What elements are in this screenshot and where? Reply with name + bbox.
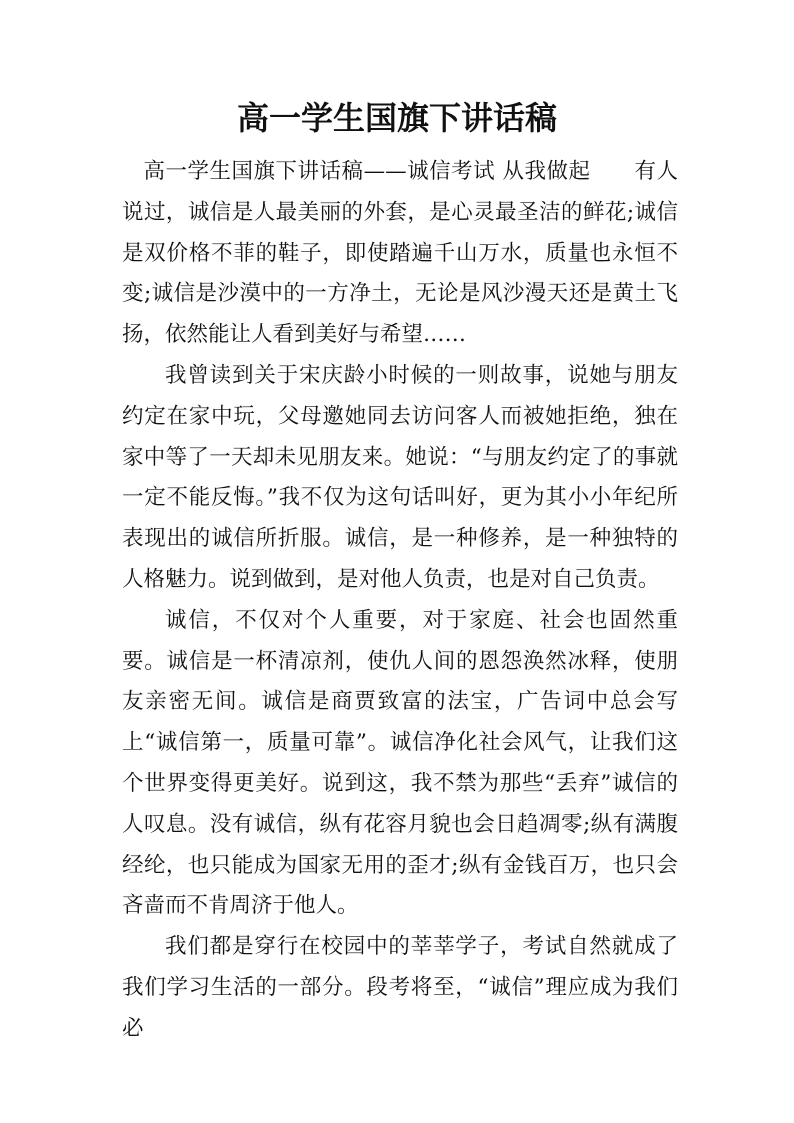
paragraph-4: 我们都是穿行在校园中的莘莘学子，考试自然就成了我们学习生活的一部分。段考将至，“诚信”理应成为我们必 xyxy=(122,934,678,1041)
document-body xyxy=(122,152,678,1050)
paragraph-1: 高一学生国旗下讲话稿——诚信考试 从我做起 有人说过，诚信是人最美丽的外套，是心灵最圣洁的鲜花;诚信是双价格不菲的鞋子，即使踏遍千山万水，质量也永恒不变;诚信是沙漠中的一方净土，无论是风沙漫天还是黄土飞扬，依然能让人看到美好与希望…… xyxy=(122,159,678,348)
document-title: 高一学生国旗下讲话稿 xyxy=(236,99,557,137)
paragraph-2: 我曾读到关于宋庆龄小时候的一则故事，说她与朋友约定在家中玩，父母邀她同去访问客人而被她拒绝，独在家中等了一天却未见朋友来。她说：“与朋友约定了的事就一定不能反悔。”我不仅为这句话叫好，更为其小小年纪所表现出的诚信所折服。诚信，是一种修养，是一种独特的人格魅力。说到做到，是对他人负责，也是对自己负责。 xyxy=(122,362,678,592)
paragraph-3: 诚信，不仅对个人重要，对于家庭、社会也固然重要。诚信是一杯清凉剂，使仇人间的恩怨涣然冰释，使朋友亲密无间。诚信是商贾致富的法宝，广告词中总会写上“诚信第一，质量可靠”。诚信净化社会风气，让我们这个世界变得更美好。说到这，我不禁为那些“丢弃”诚信的人叹息。没有诚信，纵有花容月貌也会日趋凋零;纵有满腹经纶，也只能成为国家无用的歪才;纵有金钱百万，也只会吝啬而不肯周济于他人。 xyxy=(122,607,678,919)
